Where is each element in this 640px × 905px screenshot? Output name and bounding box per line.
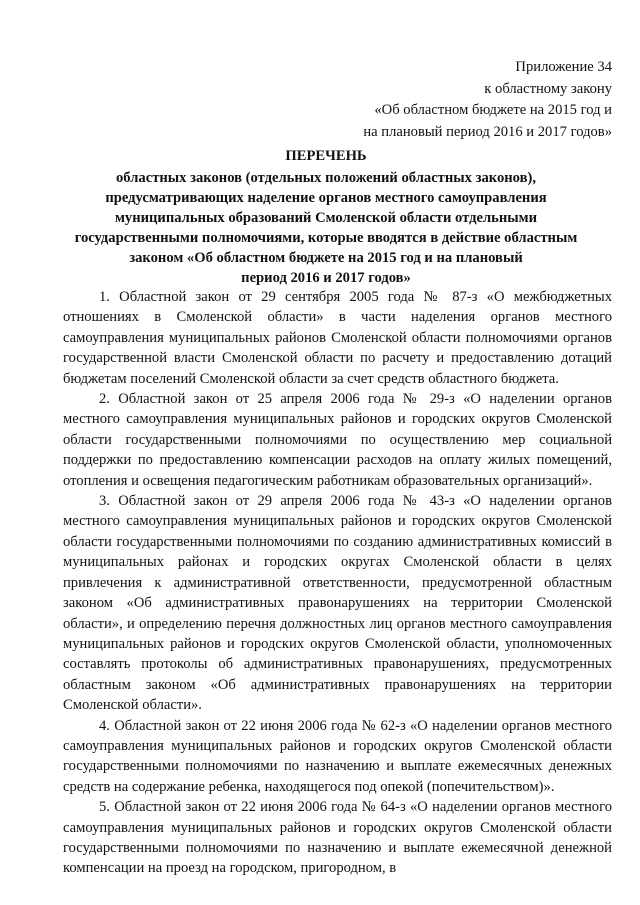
appendix-line: к областному закону xyxy=(484,80,612,97)
title-heading: ПЕРЕЧЕНЬ xyxy=(285,148,367,164)
appendix-header xyxy=(363,57,612,143)
appendix-line: «Об областном бюджете на 2015 год и xyxy=(374,102,612,118)
title-line: предусматривающих наделение органов местного самоуправления xyxy=(105,190,547,206)
law-item: 4. Областной закон от 22 июня 2006 года № 62-з «О наделении органов местного самоуправления муниципальных районов и городских округов Смоленской области государственными полномочиями по назначению и выплате ежемесячных денежных средств на содержание ребенка, находящегося под опекой (попечительством)». xyxy=(63,717,612,795)
title-line: период 2016 и 2017 годов» xyxy=(241,270,411,286)
title-line: муниципальных образований Смоленской области отдельными xyxy=(114,210,538,226)
appendix-line: на плановый период 2016 и 2017 годов» xyxy=(363,123,612,140)
document-title xyxy=(40,146,612,288)
title-line: государственными полномочиями, которые вводятся в действие областным xyxy=(74,230,578,246)
law-item: 1. Областной закон от 29 сентября 2005 года № 87-з «О межбюджетных отношениях в Смоленской области» в части наделения органов местного самоуправления муниципальных районов Смоленской области полномочиями органов государственной власти Смоленской области по расчету и предоставлению дотаций бюджетам поселений Смоленской области за счет средств областного бюджета. xyxy=(63,289,612,387)
title-line: областных законов (отдельных положений областных законов), xyxy=(116,170,536,186)
law-item: 5. Областной закон от 22 июня 2006 года № 64-з «О наделении органов местного самоуправления муниципальных районов и городских округов Смоленской области государственными полномочиями по назначению и выплате ежемесячной денежной компенсации на проезд на городском, пригородном, в xyxy=(63,799,612,877)
law-list xyxy=(63,287,612,879)
title-line: законом «Об областном бюджете на 2015 год и на плановый xyxy=(129,250,523,266)
law-item: 3. Областной закон от 29 апреля 2006 года № 43-з «О наделении органов местного самоуправления муниципальных районов и городских округов Смоленской области государственными полномочиями по созданию административных комиссий в муниципальных районах и городских округах Смоленской области в целях привлечения к административной ответственности, предусмотренной областным законом «Об административных правонарушениях на территории Смоленской области», и определению перечня должностных лиц органов местного самоуправления муниципальных районов и городских округов Смоленской области, уполномоченных составлять протоколы об административных правонарушениях, предусмотренных областным законом «Об административных правонарушениях на территории Смоленской области». xyxy=(63,493,612,714)
appendix-line: Приложение 34 xyxy=(515,59,612,75)
law-item: 2. Областной закон от 25 апреля 2006 года № 29-з «О наделении органов местного самоуправления муниципальных районов и городских округов Смоленской области государственными полномочиями по осуществлению мер социальной поддержки по предоставлению компенсации расходов на оплату жилых помещений, отопления и освещения педагогическим работникам образовательных организаций». xyxy=(63,391,612,489)
